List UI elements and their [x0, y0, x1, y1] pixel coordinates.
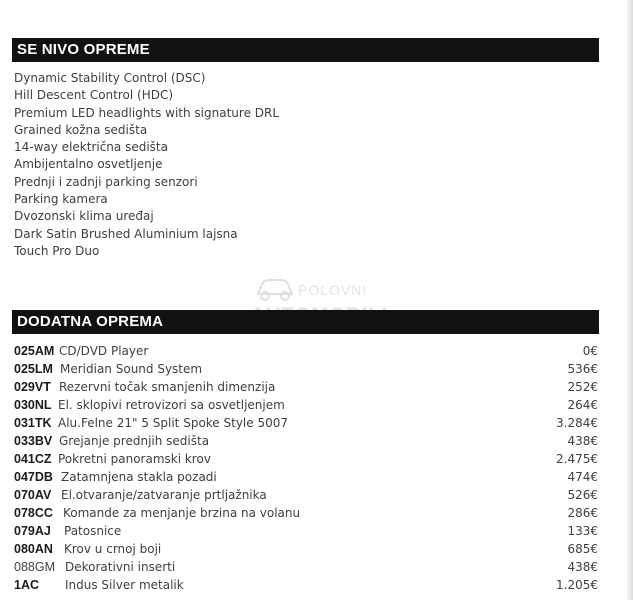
table-row	[14, 360, 598, 378]
option-price: 252€	[567, 380, 598, 394]
option-code: 047DB	[14, 470, 53, 484]
table-row	[14, 522, 598, 540]
table-row	[14, 504, 598, 522]
standard-equipment-header: SE NIVO OPREME	[12, 38, 599, 62]
option-price: 685€	[567, 542, 598, 556]
option-code: 080AN	[14, 542, 53, 556]
option-code: 030NL	[14, 398, 52, 412]
list-item: Ambijentalno osvetljenje	[14, 157, 163, 172]
option-price: 133€	[567, 524, 598, 538]
option-price: 536€	[567, 362, 598, 376]
option-code: 025LM	[14, 362, 53, 376]
option-description: Komande za menjanje brzina na volanu	[63, 506, 301, 520]
option-price: 1.205€	[556, 578, 598, 592]
optional-equipment-header: DODATNA OPREMA	[12, 310, 599, 334]
table-row	[14, 414, 598, 432]
option-description: Patosnice	[64, 524, 122, 538]
option-description: Krov u crnoj boji	[64, 542, 162, 556]
option-code: 079AJ	[14, 524, 51, 538]
table-row	[14, 342, 598, 360]
option-price: 264€	[567, 398, 598, 412]
option-description: Alu.Felne 21" 5 Split Spoke Style 5007	[58, 416, 288, 430]
option-price: 438€	[567, 434, 598, 448]
list-item: Dynamic Stability Control (DSC)	[14, 71, 206, 85]
list-item: Touch Pro Duo	[14, 243, 100, 258]
option-description: Dekorativni inserti	[65, 560, 176, 574]
list-item: Dark Satin Brushed Aluminium lajsna	[14, 226, 238, 241]
option-price: 474€	[567, 470, 598, 484]
list-item: Grained kožna sedišta	[14, 122, 148, 137]
table-row	[14, 540, 598, 558]
table-row	[14, 486, 598, 504]
option-description: El. sklopivi retrovizori sa osvetljenjem	[58, 398, 285, 412]
table-row	[14, 396, 598, 414]
list-item: Hill Descent Control (HDC)	[14, 88, 174, 103]
option-price: 2.475€	[556, 452, 598, 466]
option-description: El.otvaranje/zatvaranje prtljažnika	[61, 488, 267, 502]
option-description: Rezervni točak smanjenih dimenzija	[59, 380, 276, 394]
table-row	[14, 576, 598, 594]
option-price: 0€	[582, 344, 598, 358]
option-description: Indus Silver metalik	[65, 578, 184, 592]
option-code: 088GM	[14, 560, 55, 574]
option-code: 041CZ	[14, 452, 52, 466]
option-description: Grejanje prednjih sedišta	[59, 434, 210, 448]
table-row	[14, 432, 598, 450]
option-code: 025AM	[14, 344, 55, 358]
list-item: Premium LED headlights with signature DRL	[14, 105, 280, 120]
option-code: 029VT	[14, 380, 51, 394]
option-price: 438€	[567, 560, 598, 574]
table-row	[14, 468, 598, 486]
list-item: Dvozonski klima uređaj	[14, 209, 154, 224]
option-description: CD/DVD Player	[59, 344, 149, 358]
option-price: 3.284€	[556, 416, 598, 430]
option-code: 031TK	[14, 416, 52, 430]
car-icon	[254, 274, 296, 304]
table-row	[14, 558, 598, 576]
option-description: Zatamnjena stakla pozadi	[61, 470, 217, 484]
option-description: Meridian Sound System	[60, 362, 203, 376]
standard-equipment-list	[14, 70, 279, 260]
option-price: 526€	[567, 488, 598, 502]
option-code: 078CC	[14, 506, 53, 520]
page-edge	[627, 0, 633, 600]
optional-equipment-table	[14, 342, 598, 594]
list-item: 14-way električna sedišta	[14, 140, 168, 155]
table-row	[14, 378, 598, 396]
list-item: Parking kamera	[14, 192, 108, 207]
option-code: 070AV	[14, 488, 52, 502]
watermark-text-top: POLOVNI	[298, 282, 368, 298]
option-description: Pokretni panoramski krov	[58, 452, 211, 466]
table-row	[14, 450, 598, 468]
option-code: 033BV	[14, 434, 53, 448]
list-item: Prednji i zadnji parking senzori	[14, 174, 198, 189]
option-code: 1AC	[14, 578, 40, 592]
option-price: 286€	[567, 506, 598, 520]
